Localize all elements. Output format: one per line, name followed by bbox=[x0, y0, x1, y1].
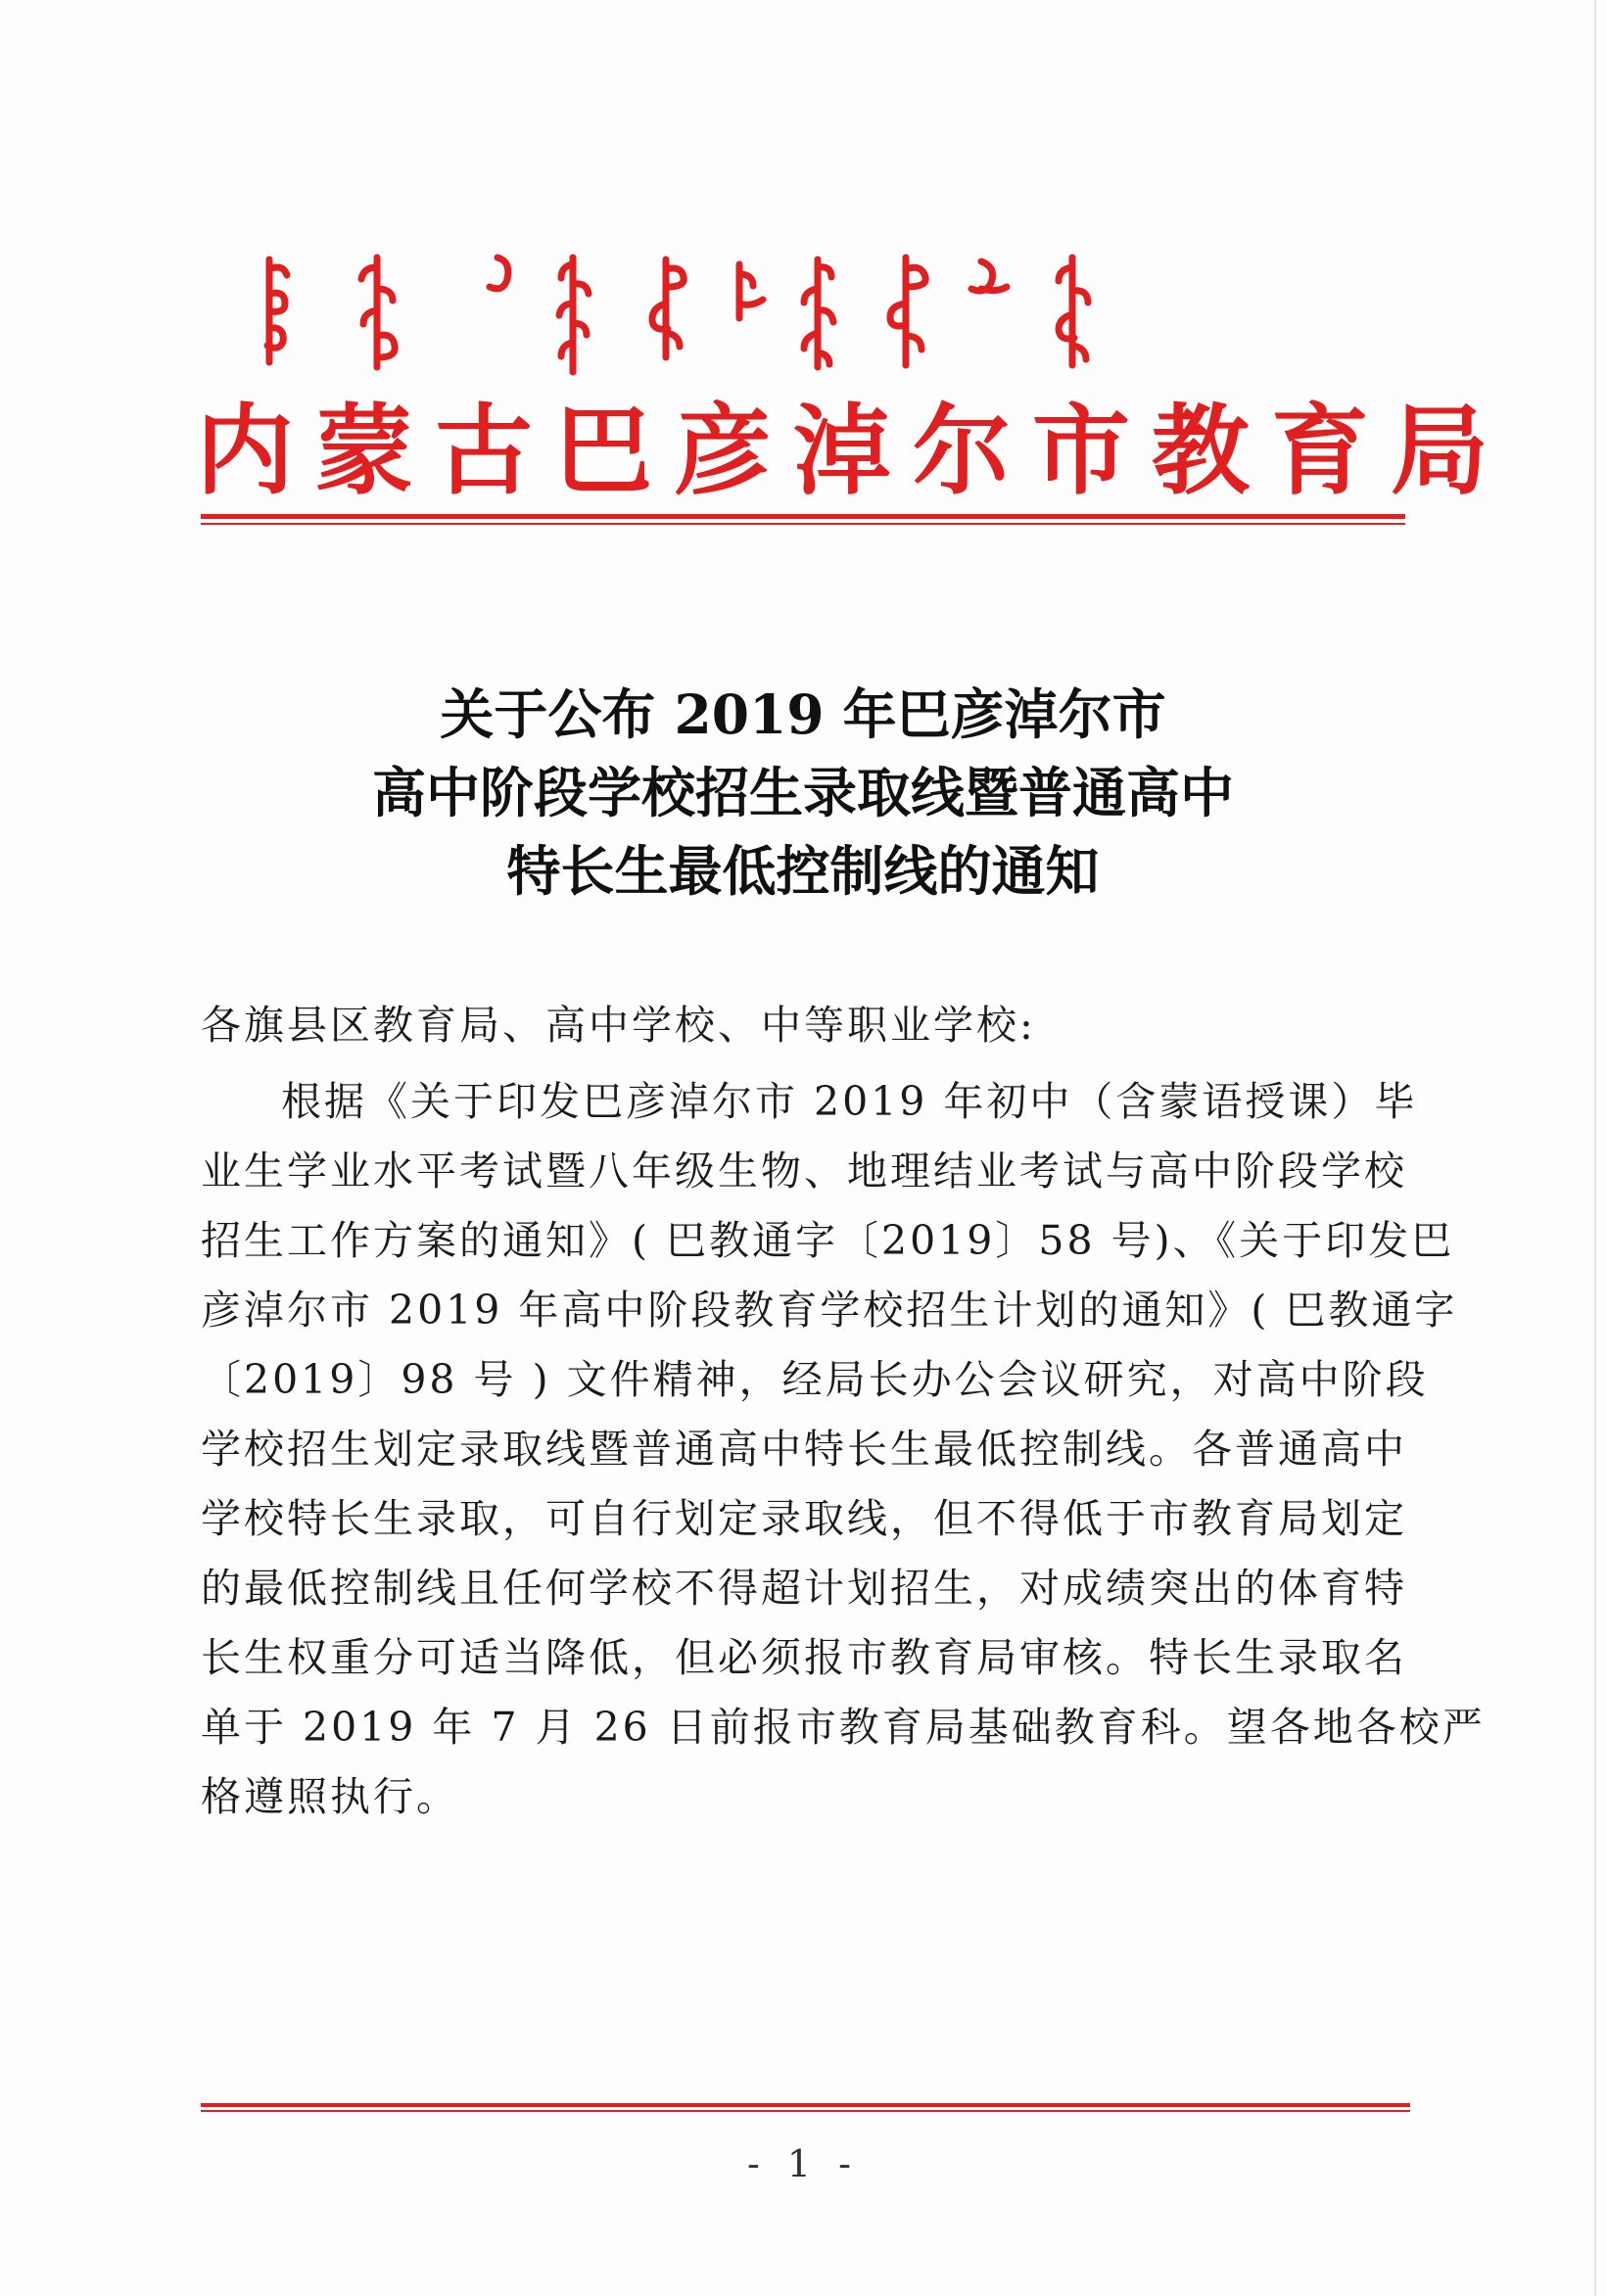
footer-red-rule bbox=[201, 2103, 1410, 2112]
body-line: 业生学业水平考试暨八年级生物、地理结业考试与高中阶段学校 bbox=[201, 1148, 1407, 1195]
header-rule-thick bbox=[201, 514, 1405, 519]
mongolian-script-header bbox=[245, 250, 1371, 377]
body-line: 的最低控制线且任何学校不得超计划招生，对成绩突出的体育特 bbox=[201, 1565, 1407, 1612]
body-paragraph bbox=[201, 1067, 1486, 1832]
mongolian-script-emblem bbox=[245, 250, 1371, 377]
title-line: 高中阶段学校招生录取线暨普通高中 bbox=[371, 761, 1234, 824]
footer-rule-thin bbox=[201, 2110, 1410, 2112]
body-line: 学校招生划定录取线暨普通高中特长生最低控制线。各普通高中 bbox=[201, 1426, 1407, 1473]
body-line: 长生权重分可适当降低，但必须报市教育局审核。特长生录取名 bbox=[201, 1634, 1407, 1681]
agency-name-header: 内蒙古巴彦淖尔市教育局 bbox=[196, 393, 1510, 508]
header-rule-thin bbox=[201, 523, 1405, 525]
body-line: 学校特长生录取，可自行划定录取线，但不得低于市教育局划定 bbox=[201, 1495, 1407, 1542]
body-line: 〔2019〕98 号 ) 文件精神，经局长办公会议研究，对高中阶段 bbox=[201, 1356, 1429, 1403]
salutation: 各旗县区教育局、高中学校、中等职业学校: bbox=[201, 1002, 1036, 1049]
body-line: 彦淖尔市 2019 年高中阶段教育学校招生计划的通知》( 巴教通字 bbox=[201, 1287, 1458, 1334]
header-red-rule bbox=[201, 514, 1405, 525]
document-title bbox=[196, 676, 1410, 911]
title-line: 特长生最低控制线的通知 bbox=[506, 839, 1100, 903]
body-line: 招生工作方案的通知》( 巴教通字〔2019〕58 号)、《关于印发巴 bbox=[201, 1217, 1455, 1264]
scan-edge bbox=[1594, 0, 1596, 2296]
body-line: 根据《关于印发巴彦淖尔市 2019 年初中（含蒙语授课）毕 bbox=[281, 1078, 1418, 1125]
body-line: 单于 2019 年 7 月 26 日前报市教育局基础教育科。望各地各校严 bbox=[201, 1704, 1486, 1751]
body-line: 格遵照执行。 bbox=[201, 1773, 459, 1820]
title-line: 关于公布 2019 年巴彦淖尔市 bbox=[440, 682, 1166, 746]
footer-rule-thick bbox=[201, 2103, 1410, 2107]
page-number: - 1 - bbox=[746, 2142, 859, 2185]
